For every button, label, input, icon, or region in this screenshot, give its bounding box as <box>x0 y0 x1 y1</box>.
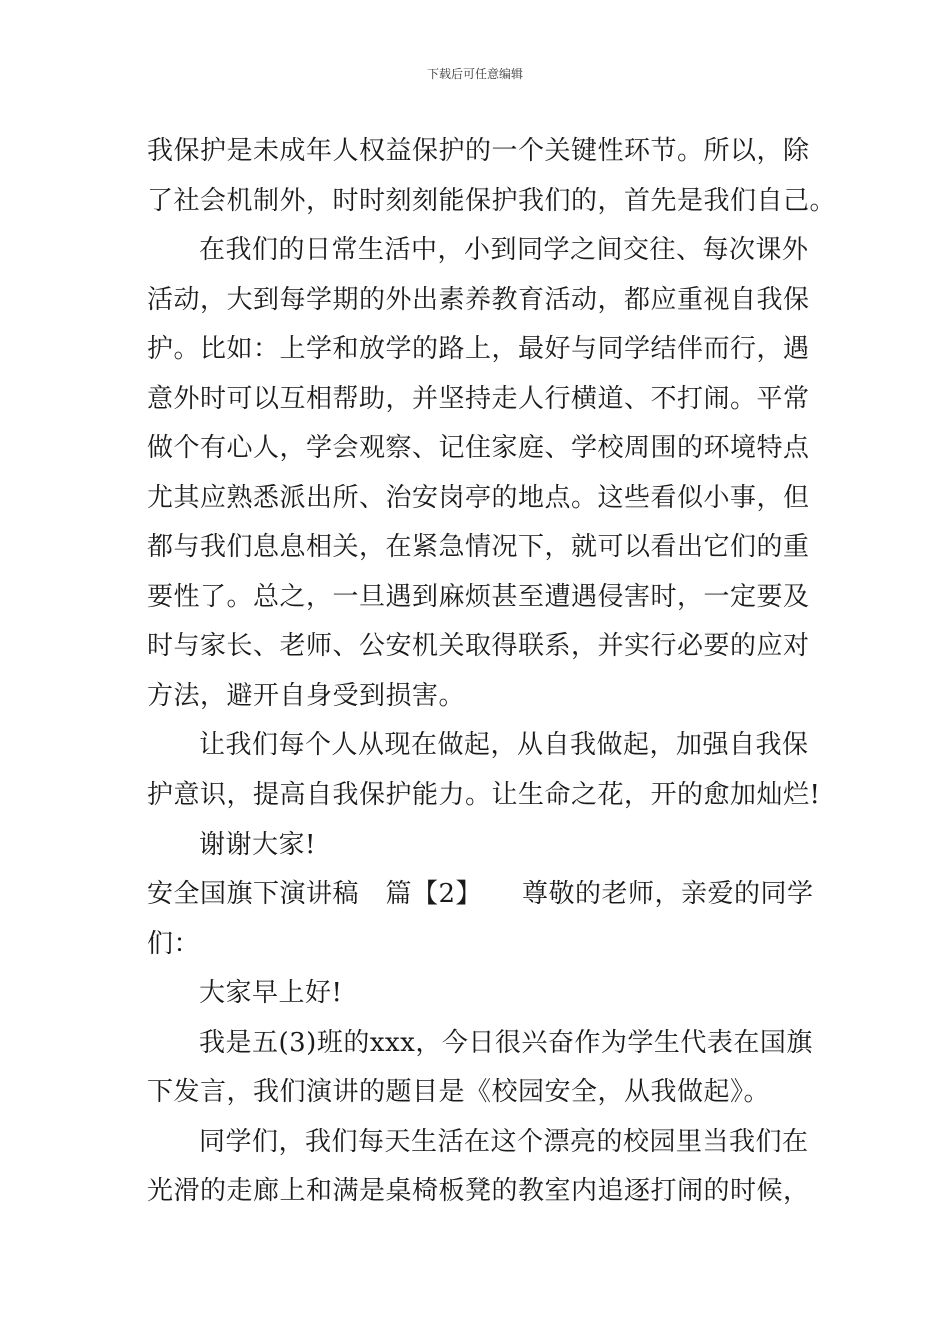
text-line: 要性了。总之，一旦遇到麻烦甚至遭遇侵害时，一定要及 <box>147 582 810 612</box>
text-line: 方法，避开自身受到损害。 <box>147 681 466 711</box>
text-line: 意外时可以互相帮助，并坚持走人行横道、不打闹。平常 <box>147 384 810 414</box>
text-line: 时与家长、老师、公安机关取得联系，并实行必要的应对 <box>147 631 810 661</box>
text-line: 护意识，提高自我保护能力。让生命之花，开的愈加灿烂! <box>147 780 821 810</box>
text-line: 做个有心人，学会观察、记住家庭、学校周围的环境特点 <box>147 433 810 463</box>
text-line: 在我们的日常生活中，小到同学之间交往、每次课外 <box>199 235 809 265</box>
text-line: 了社会机制外，时时刻刻能保护我们的，首先是我们自己。 <box>147 186 837 216</box>
section-heading-line: 安全国旗下演讲稿 篇【2】 尊敬的老师，亲爱的同学 <box>147 879 814 909</box>
text-line: 让我们每个人从现在做起，从自我做起，加强自我保 <box>199 730 809 760</box>
text-line: 尤其应熟悉派出所、治安岗亭的地点。这些看似小事，但 <box>147 483 810 513</box>
page-header-note: 下载后可任意编辑 <box>426 67 523 81</box>
text-line: 大家早上好! <box>199 978 343 1008</box>
text-line: 活动，大到每学期的外出素养教育活动，都应重视自我保 <box>147 285 810 315</box>
text-line: 都与我们息息相关，在紧急情况下，就可以看出它们的重 <box>147 532 810 562</box>
text-line: 护。比如：上学和放学的路上，最好与同学结伴而行，遇 <box>147 334 810 364</box>
text-line: 我是五(3)班的xxx，今日很兴奋作为学生代表在国旗 <box>199 1028 813 1058</box>
text-line: 光滑的走廊上和满是桌椅板凳的教室内追逐打闹的时候， <box>147 1176 810 1206</box>
text-line: 谢谢大家! <box>199 830 316 860</box>
text-line: 同学们，我们每天生活在这个漂亮的校园里当我们在 <box>199 1127 809 1157</box>
text-line: 们： <box>147 929 201 959</box>
text-line: 下发言，我们演讲的题目是《校园安全，从我做起》。 <box>147 1077 771 1107</box>
text-line: 我保护是未成年人权益保护的一个关键性环节。所以，除 <box>147 136 810 166</box>
